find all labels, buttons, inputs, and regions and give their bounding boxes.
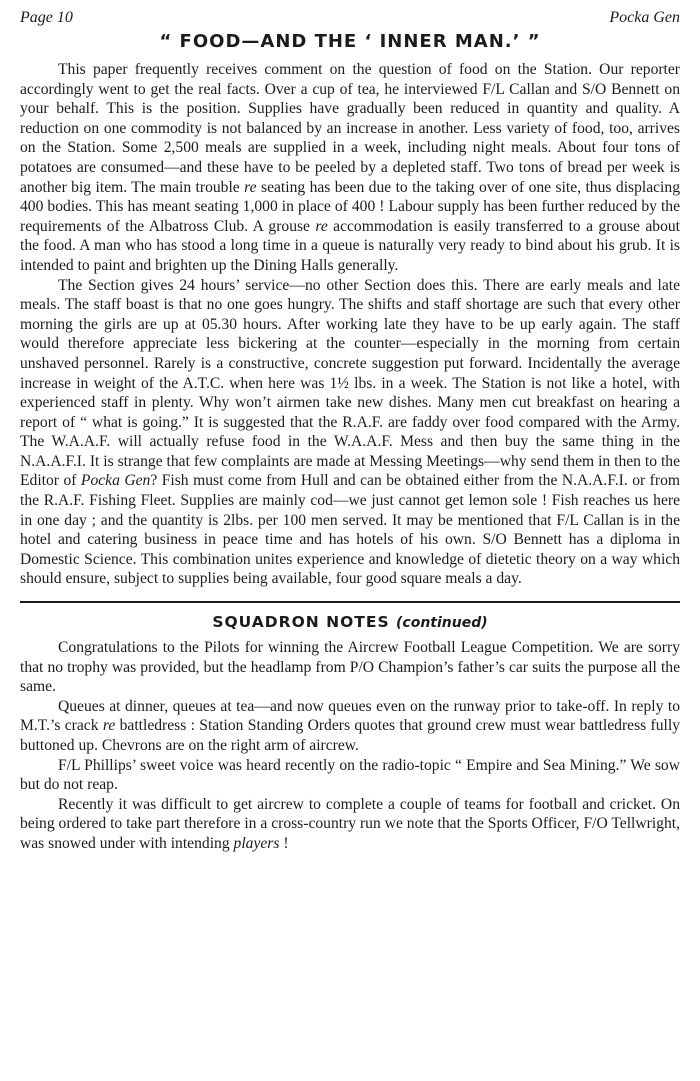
running-head [20,8,680,30]
italic-term: players [233,834,280,852]
squadron-paragraph-1: Congratulations to the Pilots for winning the Aircrew Football League Competition. We are sorry that no trophy was provided, but the headlamp from P/O Champion’s father’s car suits the purpose all the same. [20,639,680,696]
squadron-paragraph-3: F/L Phillips’ sweet voice was heard recently on the radio-topic “ Empire and Sea Mining.” We sow but do not reap. [20,756,680,794]
text-run: Queues at dinner, queues at tea—and now queues even on the runway prior to take-off. In reply to M.T.’s crack [20,697,680,735]
text-run: ! [279,834,289,852]
continued-label: (continued) [396,615,488,632]
article-paragraph-1 [20,60,680,276]
section-divider [20,601,680,603]
article-paragraph-2 [20,276,680,590]
publication-mention: Pocka Gen [80,472,151,490]
italic-term: re [315,217,328,235]
squadron-paragraph-2 [20,697,680,756]
text-run: battledress : Station Standing Orders quotes that ground crew must wear battledress fully buttoned up. Chevrons are on the right arm of aircrew. [20,717,681,754]
text-run: seating has been due to the taking over of one site, thus displacing 400 bodies. This has meant seating 1,000 in place of 400 ! Labour supply has been further reduced by the requirements of the Albatross Club. A grouse [20,178,680,235]
text-run: Recently it was difficult to get aircrew to complete a couple of teams for football and cricket. On being ordered to take part therefore in a cross-country run we note that the Sports Officer, F/O Tellwright, was snowed under with intending [20,795,680,852]
text-run: ? Fish must come from Hull and can be obtained either from the N.A.A.F.I. or from the R.A.F. Fishing Fleet. Supplies are mainly cod—we just cannot get lemon sole ! Fish reaches us here in one day ; and the quantity is 2lbs. per 100 men served. It may be mentioned that F/L Callan is in the hotel and catering business in peace time and has hotels of his own. S/O Bennett has a diploma in Domestic Science. This combination unites experience and knowledge of dietetic theory on a way which should ensure, subject to supplies being available, four good square meals a day. [20,472,680,588]
italic-term: re [244,178,257,196]
italic-term: re [102,717,116,735]
squadron-paragraph-4 [20,795,680,854]
article-title: “ FOOD—AND THE ‘ INNER MAN.’ ” [159,31,541,52]
section-title-text: SQUADRON NOTES [212,613,390,632]
section-title [20,611,680,634]
page-number: Page 10 [20,9,73,26]
text-run: accommodation is easily transferred to a grouse about the food. A man who has stood a long time in a queue is naturally very ready to bind about his grub. It is intended to paint and brighten up the Dining Halls generally. [20,217,680,274]
publication-name: Pocka Gen [609,9,680,26]
page [20,8,680,854]
text-run: This paper frequently receives comment on the question of food on the Station. Our reporter accordingly went to get the real facts. Over a cup of tea, he interviewed F/L Callan and S/O Bennett on your behalf. This is the position. Supplies have gradually been reduced in quantity and quality. A reduction on one commodity is not balanced by an increase in another. Less variety of food, too, arrives on the Station. Some 2,500 meals are supplied in a week, including night meals. About four tons of potatoes are consumed—and these have to be peeled by a depleted staff. Two tons of bread per week is another big item. The main trouble [20,61,680,196]
text-run: The Section gives 24 hours’ service—no other Section does this. There are early meals and late meals. The staff boast is that no one goes hungry. The shifts and staff shortage are such that every other morning the girls are up at 05.30 hours. After working late they have to be up early again. The staff would therefore appreciate less bickering at the counter—especially in the morning from certain unshaved personnel. Rarely is a constructive, concrete suggestion put forward. Incidentally the average increase in weight of the A.T.C. when here was 1½ lbs. in a week. The Station is not like a hotel, with experienced staff in plenty. Why won’t airmen take new dishes. Many men cut breakfast on hearing a report of “ what is going.” It is suggested that the R.A.F. are faddy over food compared with the Army. The W.A.A.F. will actually refuse food in the W.A.A.F. Mess and then buy the same thing in the N.A.A.F.I. It is strange that few complaints are made at Messing Meetings—why send them in then to the Editor of [20,276,680,490]
